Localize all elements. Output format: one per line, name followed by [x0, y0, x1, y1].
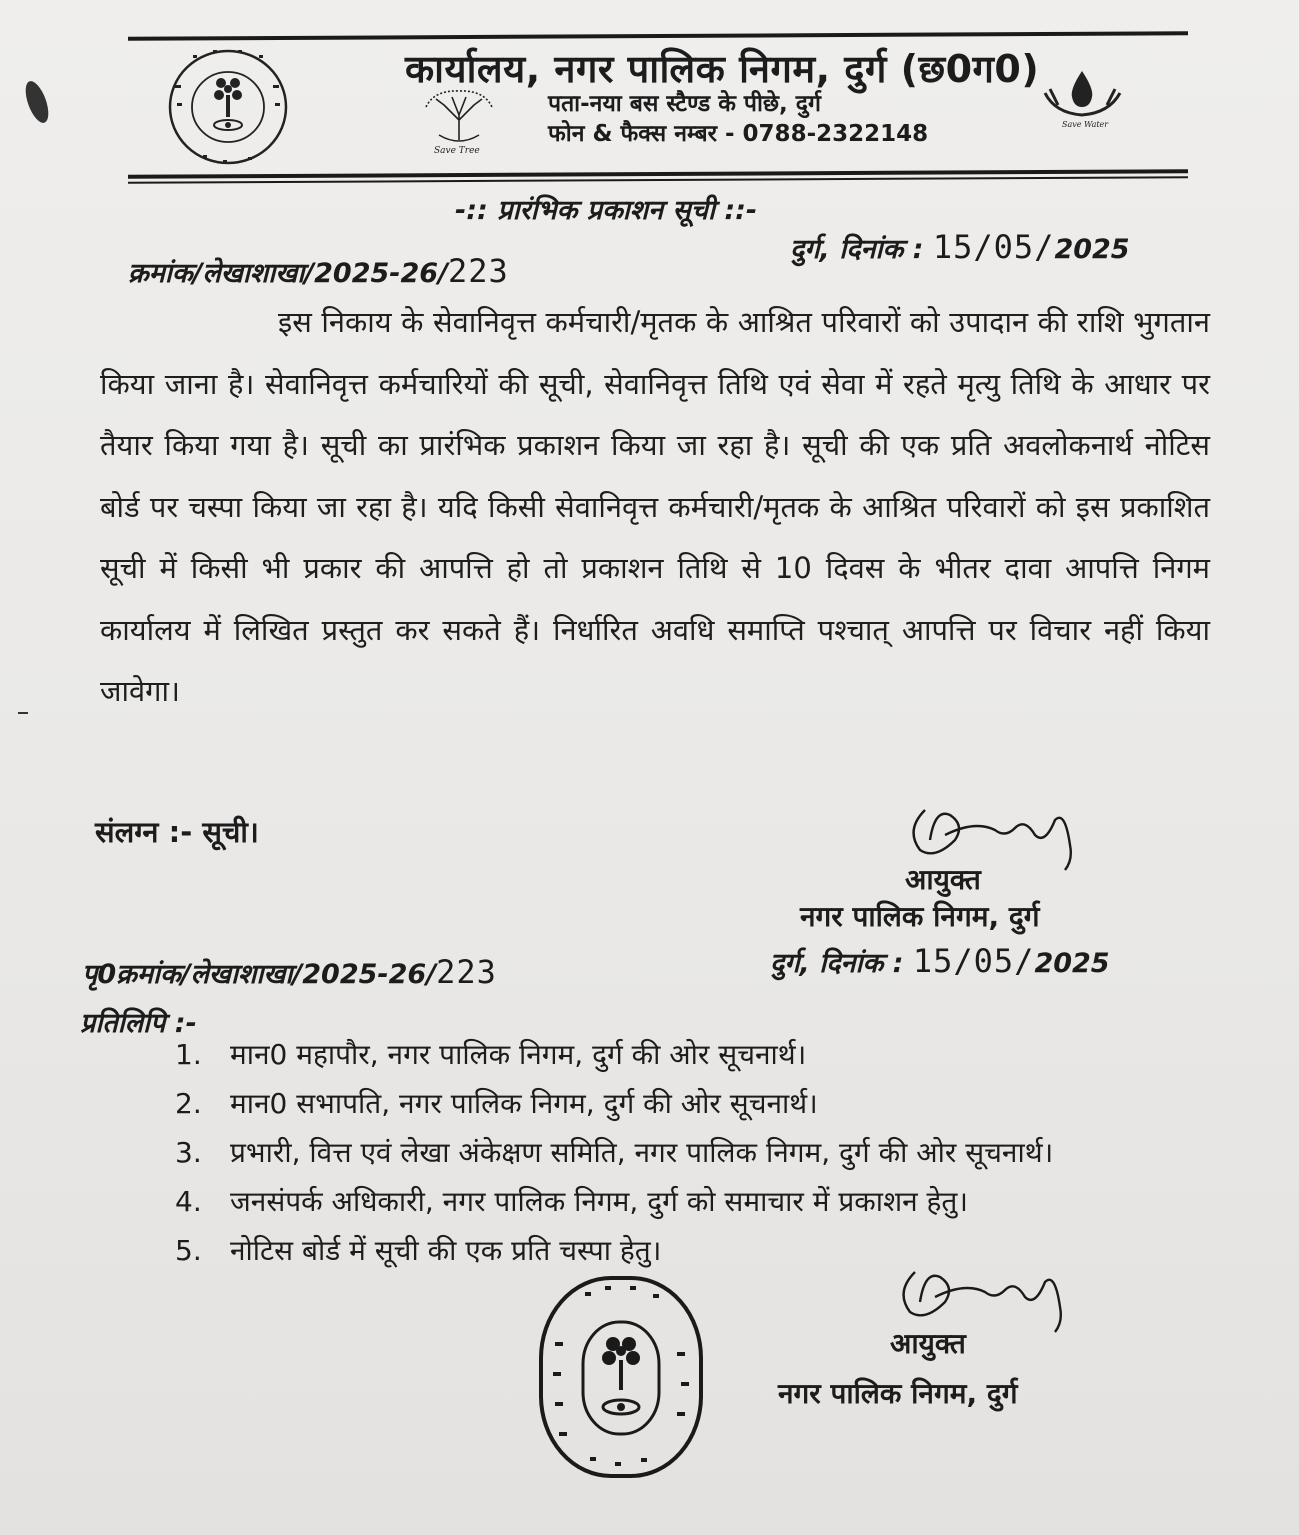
endorsement-date-year: 2025	[1034, 948, 1110, 979]
office-phone: फोन & फैक्स नम्बर - 0788-2322148	[548, 121, 929, 147]
reference-date-prefix: दुर्ग, दिनांक :	[790, 234, 933, 265]
copy-item-number: 5.	[175, 1234, 202, 1267]
attachment-line: संलग्न :- सूची।	[95, 815, 259, 849]
signatory-office: नगर पालिक निगम, दुर्ग	[778, 1377, 1018, 1410]
copy-item-text: मान0 सभापति, नगर पालिक निगम, दुर्ग की ओर सूचनार्थ।	[230, 1087, 818, 1120]
endorsement-date-handwritten: 15/05/	[912, 942, 1035, 980]
document-title: -:: प्रारंभिक प्रकाशन सूची ::-	[455, 195, 758, 226]
save-tree-caption: Save Tree	[434, 146, 480, 155]
copy-to-item	[175, 1030, 1235, 1079]
office-address: पता-नया बस स्टैण्ड के पीछे, दुर्ग	[548, 91, 821, 117]
binder-hole-mark	[21, 78, 53, 126]
endorsement-number-handwritten: 223	[436, 953, 497, 991]
notice-body: इस निकाय के सेवानिवृत्त कर्मचारी/मृतक के आश्रित परिवारों को उपादान की राशि भुगतान किया जाना है। सेवानिवृत्त कर्मचारियों की सूची, सेवानिवृत्त तिथि एवं सेवा में रहते मृत्यु तिथि के आधार पर तैयार किया गया है। सूची का प्रारंभिक प्रकाशन किया जा रहा है। सूची की एक प्रति अवलोकनार्थ नोटिस बोर्ड पर चस्पा किया जा रहा है। यदि किसी सेवानिवृत्त कर्मचारी/मृतक के आश्रित परिवारों को इस प्रकाशित सूची में किसी भी प्रकार की आपत्ति हो तो प्रकाशन तिथि से 10 दिवस के भीतर दावा आपत्ति निगम कार्यालय में लिखित प्रस्तुत कर सकते हैं। निर्धारित अवधि समाप्ति पश्चात् आपत्ति पर विचार नहीं किया जावेगा।	[100, 305, 1210, 708]
copy-to-item	[175, 1079, 1235, 1128]
margin-mark	[18, 712, 28, 714]
copy-item-text: मान0 महापौर, नगर पालिक निगम, दुर्ग की ओर सूचनार्थ।	[230, 1038, 807, 1071]
copy-to-list	[175, 1030, 1235, 1275]
reference-number-prefix: क्रमांक/लेखाशाखा/2025-26/	[128, 258, 448, 289]
reference-date-handwritten: 15/05/	[932, 228, 1055, 266]
copy-item-number: 2.	[175, 1087, 202, 1120]
copy-item-number: 1.	[175, 1038, 202, 1071]
copy-item-number: 3.	[175, 1136, 202, 1169]
save-tree-logo	[414, 85, 504, 155]
endorsement-date-prefix: दुर्ग, दिनांक :	[770, 948, 913, 979]
copy-item-text: प्रभारी, वित्त एवं लेखा अंकेक्षण समिति, नगर पालिक निगम, दुर्ग की ओर सूचनार्थ।	[230, 1136, 1054, 1169]
signatory-designation: आयुक्त	[890, 1327, 966, 1360]
signatory-office: नगर पालिक निगम, दुर्ग	[800, 900, 1040, 933]
copy-to-item	[175, 1128, 1235, 1177]
office-seal-stamp	[535, 1272, 707, 1482]
municipal-seal-logo	[163, 45, 293, 170]
reference-date-year: 2025	[1054, 234, 1130, 265]
endorsement-date	[770, 942, 1110, 980]
signatory-designation: आयुक्त	[905, 863, 981, 896]
copy-item-text: नोटिस बोर्ड में सूची की एक प्रति चस्पा हेतु।	[230, 1234, 662, 1267]
copy-to-label: प्रतिलिपि :-	[80, 1008, 197, 1039]
header-top-rule	[128, 31, 1188, 41]
copy-to-item	[175, 1177, 1235, 1226]
office-name-heading: कार्यालय, नगर पालिक निगम, दुर्ग (छ0ग0)	[405, 47, 1040, 91]
copy-to-item	[175, 1226, 1235, 1275]
reference-date	[790, 228, 1130, 266]
save-water-caption: Save Water	[1062, 120, 1109, 129]
endorsement-number	[82, 953, 497, 991]
copy-item-number: 4.	[175, 1185, 202, 1218]
copy-item-text: जनसंपर्क अधिकारी, नगर पालिक निगम, दुर्ग को समाचार में प्रकाशन हेतु।	[230, 1185, 968, 1218]
reference-number	[128, 252, 509, 290]
endorsement-number-prefix: पृ0क्रमांक/लेखाशाखा/2025-26/	[82, 959, 437, 990]
reference-number-handwritten: 223	[447, 252, 509, 290]
